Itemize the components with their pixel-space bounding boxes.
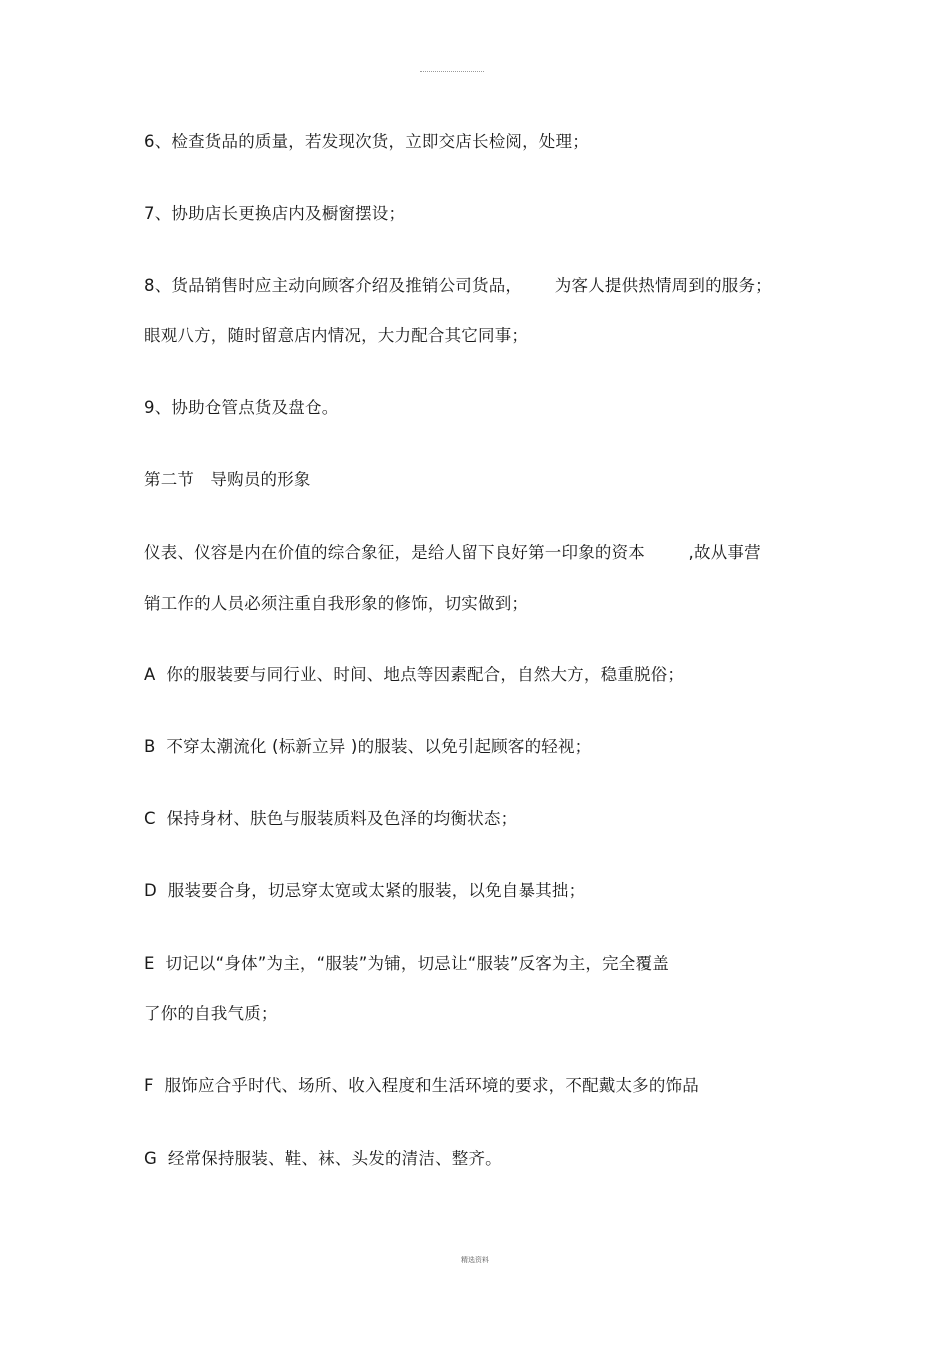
section-heading: 第二节 导购员的形象: [144, 470, 311, 489]
header-divider: [420, 71, 484, 72]
duty-item-7: 7、协助店长更换店内及橱窗摆设；: [144, 204, 406, 223]
appearance-item-e-line-2: 了你的自我气质；: [144, 1004, 278, 1023]
intro-paragraph-line-2: 销工作的人员必须注重自我形象的修饰，切实做到；: [144, 594, 529, 613]
appearance-item-a: A 你的服装要与同行业、时间、地点等因素配合，自然大方，稳重脱俗；: [144, 665, 685, 684]
duty-item-9: 9、协助仓管点货及盘仓。: [144, 398, 339, 417]
appearance-item-f: F 服饰应合乎时代、场所、收入程度和生活环境的要求，不配戴太多的饰品: [144, 1076, 699, 1095]
duty-item-6: 6、检查货品的质量，若发现次货，立即交店长检阅，处理；: [144, 132, 589, 151]
appearance-item-c: C 保持身材、肤色与服装质料及色泽的均衡状态；: [144, 809, 518, 828]
appearance-item-g: G 经常保持服装、鞋、袜、头发的清洁、整齐。: [144, 1149, 502, 1168]
appearance-item-b: B 不穿太潮流化 (标新立异 )的服装、以免引起顾客的轻视；: [144, 737, 592, 756]
appearance-item-d: D 服装要合身，切忌穿太宽或太紧的服装，以免自暴其拙；: [144, 881, 586, 900]
duty-item-8-line-1: 8、货品销售时应主动向顾客介绍及推销公司货品， 为客人提供热情周到的服务；: [144, 276, 772, 295]
appearance-item-e-line-1: E 切记以“身体”为主，“服装”为铺，切忌让“服装”反客为主，完全覆盖: [144, 954, 669, 973]
duty-item-8-line-2: 眼观八方，随时留意店内情况，大力配合其它同事；: [144, 326, 529, 345]
page-footer: 精选资料: [461, 1256, 489, 1264]
intro-paragraph-line-1: 仪表、仪容是内在价值的综合象征，是给人留下良好第一印象的资本 ,故从事营: [144, 543, 761, 562]
